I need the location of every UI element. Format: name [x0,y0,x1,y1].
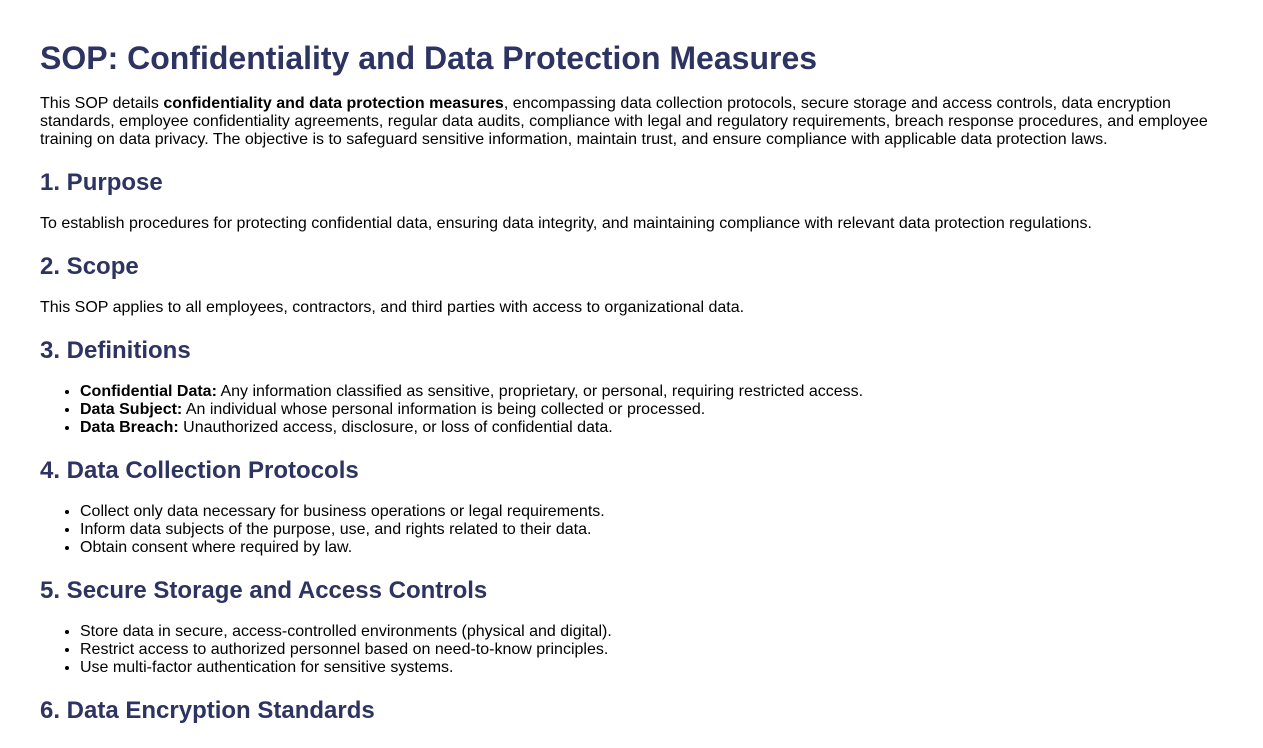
list-item: • Store data in secure, access-controlled environments (physical and digital). [80,623,1223,641]
purpose-text: To establish procedures for protecting confidential data, ensuring data integrity, and maintaining compliance with relevant data protection regulations. [40,215,1092,232]
list-item: • Obtain consent where required by law. [80,539,1223,557]
scope-text: This SOP applies to all employees, contractors, and third parties with access to organizational data. [40,299,745,316]
section-secure-storage [40,576,1223,677]
list-item [80,419,1223,437]
definition-text: Unauthorized access, disclosure, or loss of confidential data. [178,419,613,436]
definition-term: Confidential Data: [80,383,217,400]
section-heading-data-collection: 4. Data Collection Protocols [40,457,359,484]
section-purpose [40,168,1223,233]
list-item [80,401,1223,419]
definitions-list [40,383,1223,437]
list-item: • Inform data subjects of the purpose, use, and rights related to their data. [80,521,1223,539]
section-data-collection [40,456,1223,557]
list-item: • Collect only data necessary for business operations or legal requirements. [80,503,1223,521]
section-definitions [40,336,1223,437]
definition-term: Data Breach: [80,419,179,436]
list-item [80,383,1223,401]
intro-emphasis: confidentiality and data protection measures [163,95,504,112]
definition-text: Any information classified as sensitive, proprietary, or personal, requiring restricted access. [216,383,864,400]
section-encryption [40,696,1223,726]
secure-storage-list [40,623,1223,677]
data-collection-list [40,503,1223,557]
intro-text-start: This SOP details [40,95,164,112]
intro-text-end: , encompassing data collection protocols, secure storage and access controls, data encryption standards, employee confidentiality agreements, regular data audits, compliance with legal and regulatory requirements, breach response procedures, and employee training on data privacy. The objective is to safeguard sensitive information, maintain trust, and ensure compliance with applicable data protection laws. [40,95,1208,148]
page-title: SOP: Confidentiality and Data Protection Measures [40,40,818,76]
section-scope [40,252,1223,317]
section-heading-purpose: 1. Purpose [40,169,163,196]
definition-term: Data Subject: [80,401,183,418]
definition-text: An individual whose personal information is being collected or processed. [182,401,706,418]
section-heading-secure-storage: 5. Secure Storage and Access Controls [40,577,488,604]
section-heading-definitions: 3. Definitions [40,337,191,364]
intro-paragraph [40,95,1223,149]
section-heading-scope: 2. Scope [40,253,139,280]
section-heading-encryption: 6. Data Encryption Standards [40,697,375,724]
list-item: • Use multi-factor authentication for sensitive systems. [80,659,1223,677]
list-item: • Restrict access to authorized personnel based on need-to-know principles. [80,641,1223,659]
